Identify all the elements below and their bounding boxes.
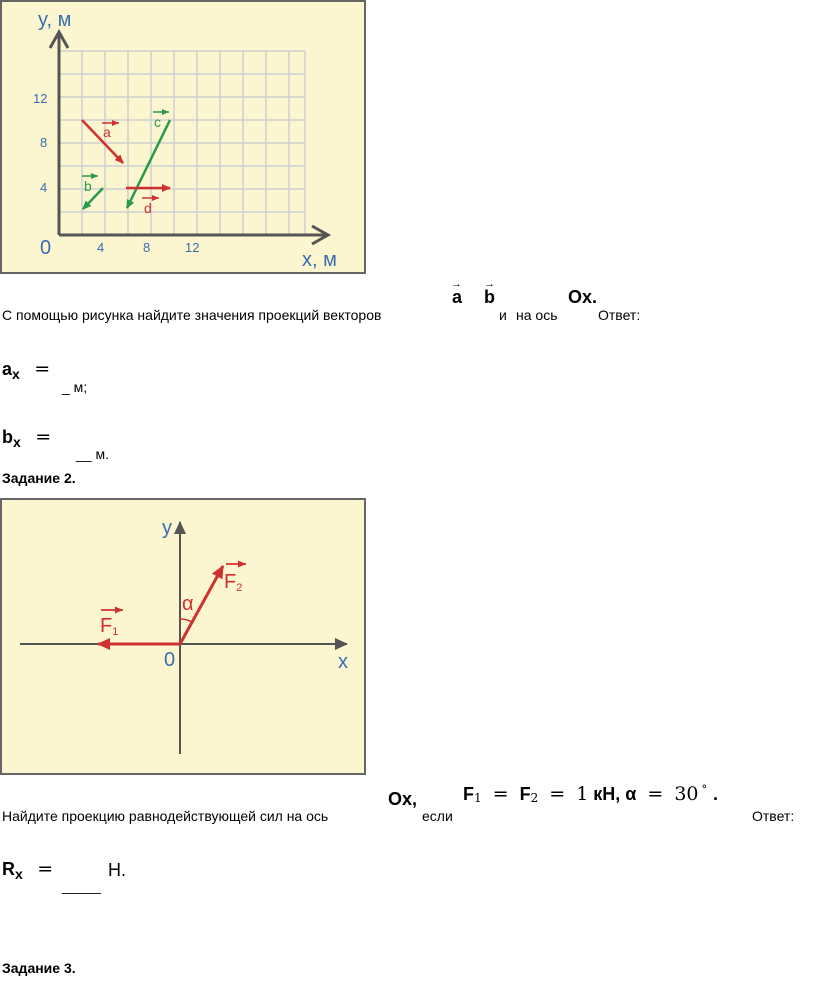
task2-axis: Ox, — [388, 789, 418, 809]
vector-d-label: d — [144, 200, 152, 216]
y-tick-12: 12 — [33, 91, 48, 106]
y-tick-4: 4 — [40, 180, 48, 195]
vec-a-letter: a — [452, 287, 463, 307]
force-f2-label: F2 — [224, 571, 243, 594]
task1-axis: Ox. — [568, 287, 598, 307]
bx-sub: x — [13, 434, 21, 450]
x-tick-4: 4 — [97, 240, 105, 255]
x-axis-label: x, м — [302, 249, 337, 271]
cond-deg: ° — [701, 783, 708, 796]
bx-symbol: b — [2, 427, 13, 447]
task1-vec-a — [451, 278, 463, 308]
cond-eq3: = — [647, 783, 664, 805]
task2-heading: Задание 2. — [2, 470, 76, 486]
cond-f1-sub: 1 — [474, 791, 482, 805]
rx-unit: Н. — [108, 860, 126, 880]
cond-f2-sub: 2 — [530, 791, 539, 805]
cond-f2: F — [519, 784, 531, 804]
x-tick-8: 8 — [143, 240, 151, 255]
vector-c-label: c — [154, 114, 161, 130]
task2-if: если — [422, 808, 453, 824]
task3-heading: Задание 3. — [2, 960, 76, 976]
ax-expression — [2, 358, 50, 380]
force-f1-label: F1 — [100, 615, 119, 638]
ax-answer-blank: _ м; — [62, 379, 88, 395]
rx-equals: = — [37, 858, 54, 880]
bx-expression — [2, 426, 51, 448]
task1-on-axis: на ось — [516, 307, 558, 323]
force-x-label: x — [338, 651, 348, 673]
ax-sub: x — [12, 366, 20, 382]
rx-answer-blank: _____ — [62, 878, 101, 894]
force-y-label: y — [162, 517, 172, 539]
cond-end: . — [713, 784, 719, 804]
ax-symbol: a — [2, 359, 13, 379]
vector-grid-figure — [0, 0, 366, 274]
cond-eq1: = — [492, 783, 509, 805]
task2-answer-label: Ответ: — [752, 808, 795, 824]
cond-unit: кН, α — [593, 784, 637, 804]
angle-alpha-label: α — [182, 593, 194, 615]
task1-vec-b — [484, 278, 495, 308]
origin-label: 0 — [40, 237, 52, 259]
rx-symbol: R — [2, 859, 15, 879]
cond-eq2: = — [549, 783, 566, 805]
vec-b-arrow-glyph: → — [484, 278, 495, 290]
force-origin-label: 0 — [164, 649, 176, 671]
x-tick-12: 12 — [185, 240, 200, 255]
bx-answer-blank: __ м. — [76, 446, 109, 462]
ax-equals: = — [34, 358, 51, 380]
task2-prompt: Найдите проекцию равнодействующей сил на ось — [2, 808, 329, 824]
vector-c — [127, 120, 170, 208]
bx-equals: = — [35, 426, 52, 448]
vector-grid-svg — [2, 2, 364, 272]
grid — [59, 51, 305, 235]
task2-condition — [463, 783, 718, 805]
angle-arc — [180, 619, 192, 622]
task1-answer-label: Ответ: — [598, 307, 641, 323]
task1-conj: и — [499, 307, 507, 323]
rx-expression — [2, 858, 53, 880]
forces-svg — [2, 500, 364, 773]
cond-value: 1 — [576, 783, 589, 805]
y-tick-8: 8 — [40, 135, 48, 150]
task1-prompt: С помощью рисунка найдите значения проекций векторов — [2, 307, 382, 323]
cond-f1: F — [463, 784, 474, 804]
vector-a-label: a — [103, 124, 111, 140]
vec-a-arrow-glyph: → — [451, 278, 462, 290]
vec-b-letter: b — [484, 287, 495, 307]
forces-figure — [0, 498, 366, 775]
y-axis-label: y, м — [38, 9, 72, 31]
vector-b-label: b — [84, 178, 92, 194]
cond-angle: 30 — [674, 783, 699, 805]
rx-sub: x — [15, 866, 23, 882]
